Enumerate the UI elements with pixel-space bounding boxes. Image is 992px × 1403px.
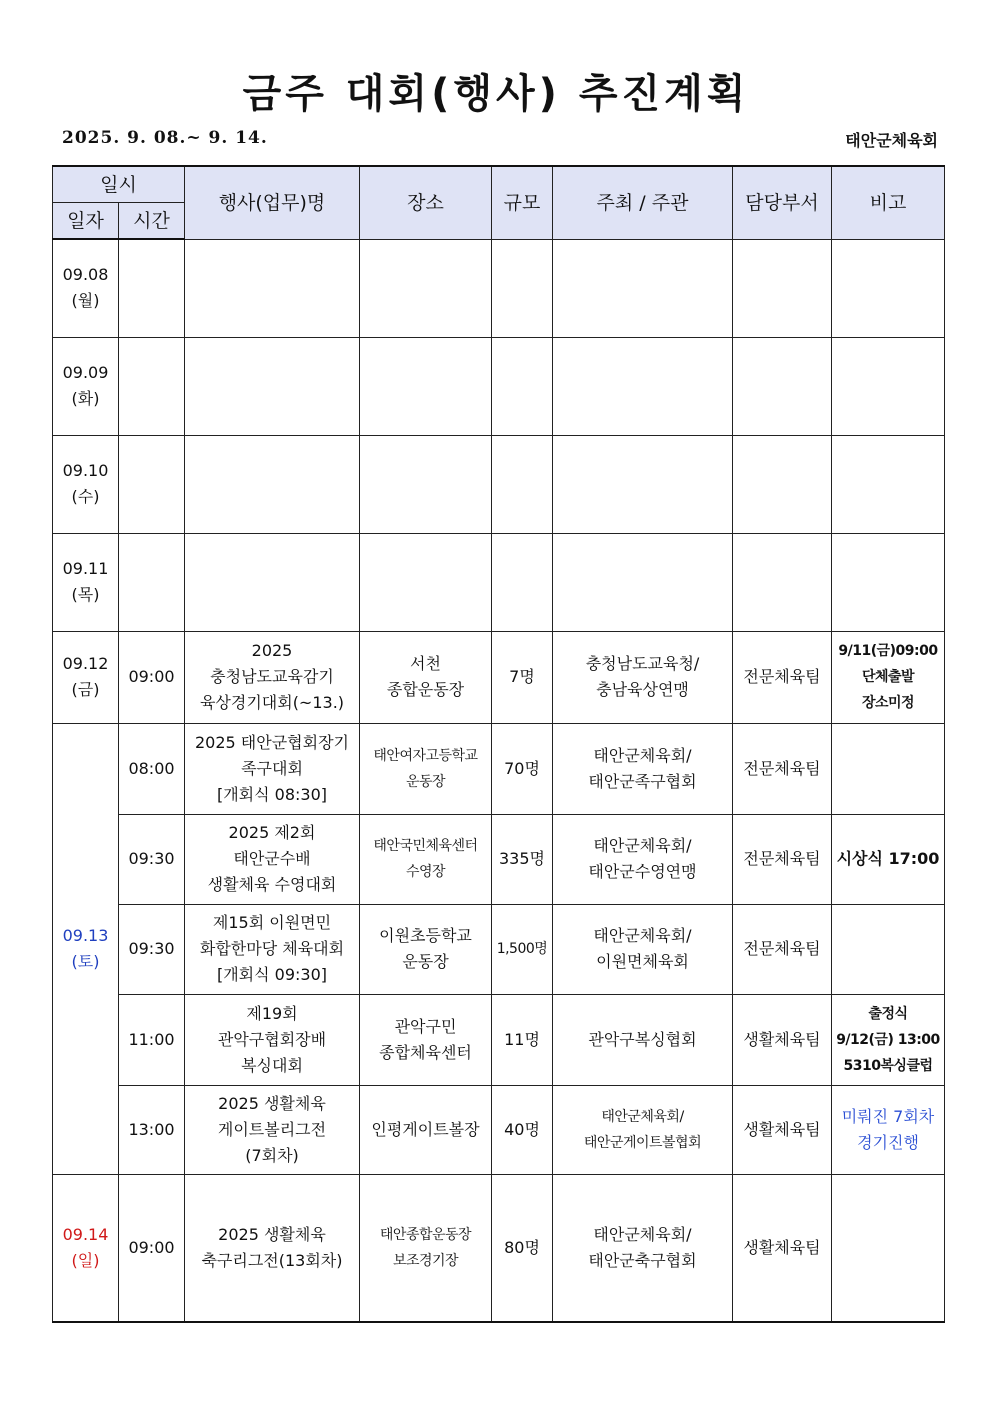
scale-cell: 70명 (492, 723, 553, 814)
header-place: 장소 (360, 166, 492, 239)
date-cell: 09.12 (금) (53, 631, 119, 723)
table-row (53, 435, 945, 533)
place-cell: 관악구민 종합체육센터 (360, 994, 492, 1085)
note-cell (832, 723, 945, 814)
event-name-cell: 2025 태안군협회장기 족구대회 [개회식 08:30] (185, 723, 360, 814)
event-name-cell: 제15회 이원면민 화합한마당 체육대회 [개회식 09:30] (185, 904, 360, 994)
table-row (53, 904, 945, 994)
dept-cell: 전문체육팀 (733, 631, 832, 723)
header-sigan: 시간 (119, 203, 185, 240)
time-cell: 09:00 (119, 631, 185, 723)
table-row (53, 994, 945, 1085)
table-row (53, 337, 945, 435)
document-title: 금주 대회(행사) 추진계획 (242, 71, 750, 117)
schedule-table (52, 165, 945, 1323)
place-cell: 인평게이트볼장 (360, 1085, 492, 1174)
table-row (53, 533, 945, 631)
note-cell: 시상식 17:00 (832, 814, 945, 904)
place-cell: 태안여자고등학교 운동장 (360, 723, 492, 814)
host-cell: 태안군체육회/ 태안군족구협회 (553, 723, 733, 814)
event-name-cell: 2025 생활체육 축구리그전(13회차) (185, 1174, 360, 1322)
dept-cell: 생활체육팀 (733, 1085, 832, 1174)
dept-cell: 전문체육팀 (733, 723, 832, 814)
event-name-cell: 2025 충청남도교육감기 육상경기대회(~13.) (185, 631, 360, 723)
place-cell: 이원초등학교 운동장 (360, 904, 492, 994)
header-note: 비고 (832, 166, 945, 239)
host-cell: 관악구복싱협회 (553, 994, 733, 1085)
event-name-cell: 2025 생활체육 게이트볼리그전 (7회차) (185, 1085, 360, 1174)
organization-name: 태안군체육회 (845, 131, 938, 150)
date-cell: 09.11 (목) (53, 533, 119, 631)
table-row (53, 1085, 945, 1174)
header-event: 행사(업무)명 (185, 166, 360, 239)
header-host: 주최 / 주관 (553, 166, 733, 239)
time-cell: 09:30 (119, 814, 185, 904)
host-cell: 태안군체육회/ 태안군게이트볼협회 (553, 1085, 733, 1174)
place-cell: 서천 종합운동장 (360, 631, 492, 723)
scale-cell: 7명 (492, 631, 553, 723)
time-cell: 13:00 (119, 1085, 185, 1174)
host-cell: 태안군체육회/ 태안군수영연맹 (553, 814, 733, 904)
time-cell: 09:30 (119, 904, 185, 994)
table-row (53, 631, 945, 723)
scale-cell: 40명 (492, 1085, 553, 1174)
scale-cell: 11명 (492, 994, 553, 1085)
scale-cell: 335명 (492, 814, 553, 904)
table-row (53, 1174, 945, 1322)
date-cell: 09.09 (화) (53, 337, 119, 435)
note-cell (832, 904, 945, 994)
dept-cell: 전문체육팀 (733, 904, 832, 994)
note-cell: 출정식 9/12(금) 13:00 5310복싱클럽 (832, 994, 945, 1085)
host-cell: 태안군체육회/ 이원면체육회 (553, 904, 733, 994)
header-dept: 담당부서 (733, 166, 832, 239)
host-cell: 충청남도교육청/ 충남육상연맹 (553, 631, 733, 723)
table-row (53, 239, 945, 337)
event-name-cell: 2025 제2회 태안군수배 생활체육 수영대회 (185, 814, 360, 904)
scale-cell: 1,500명 (492, 904, 553, 994)
scale-cell: 80명 (492, 1174, 553, 1322)
host-cell: 태안군체육회/ 태안군축구협회 (553, 1174, 733, 1322)
time-cell: 08:00 (119, 723, 185, 814)
date-cell: 09.08 (월) (53, 239, 119, 337)
place-cell: 태안종합운동장 보조경기장 (360, 1174, 492, 1322)
date-cell: 09.13 (토) (53, 723, 119, 1174)
event-name-cell: 제19회 관악구협회장배 복싱대회 (185, 994, 360, 1085)
place-cell: 태안국민체육센터 수영장 (360, 814, 492, 904)
dept-cell: 전문체육팀 (733, 814, 832, 904)
table-row (53, 723, 945, 814)
note-cell: 9/11(금)09:00 단체출발 장소미정 (832, 631, 945, 723)
header-scale: 규모 (492, 166, 553, 239)
dept-cell: 생활체육팀 (733, 1174, 832, 1322)
note-cell (832, 1174, 945, 1322)
dept-cell: 생활체육팀 (733, 994, 832, 1085)
time-cell: 09:00 (119, 1174, 185, 1322)
table-row (53, 814, 945, 904)
time-cell: 11:00 (119, 994, 185, 1085)
note-cell: 미뤄진 7회차 경기진행 (832, 1085, 945, 1174)
header-ilsi: 일시 (53, 166, 185, 203)
header-ilja: 일자 (53, 203, 119, 240)
date-cell: 09.14 (일) (53, 1174, 119, 1322)
period-text: 2025. 9. 08.~ 9. 14. (62, 128, 268, 148)
date-cell: 09.10 (수) (53, 435, 119, 533)
